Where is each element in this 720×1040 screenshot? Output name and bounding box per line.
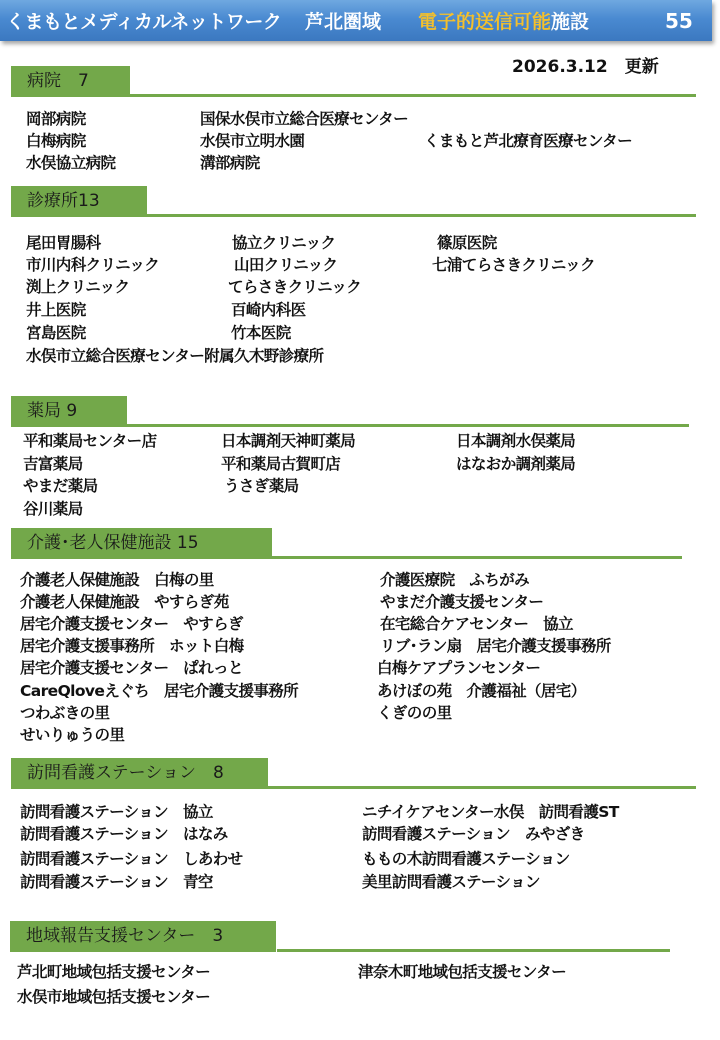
list-item: 水俣市地域包括支援センター — [17, 988, 211, 1006]
list-item: 谷川薬局 — [23, 500, 83, 518]
list-item: 平和薬局古賀町店 — [221, 455, 341, 473]
updated-date: 2026.3.12 更新 — [512, 57, 659, 77]
list-item: 居宅介護支援センター ぱれっと — [20, 659, 243, 677]
list-item: 尾田胃腸科 — [26, 234, 101, 252]
section-label: 介護･老人保健施設 15 — [11, 528, 272, 559]
list-item: 岡部病院 — [26, 110, 86, 128]
list-item: くまもと芦北療育医療センター — [424, 132, 632, 150]
list-item: 水俣市立総合医療センター附属久木野診療所 — [26, 347, 324, 365]
list-item: ももの木訪問看護ステーション — [362, 850, 570, 868]
list-item: 訪問看護ステーション 青空 — [20, 873, 213, 891]
list-item: 日本調剤水俣薬局 — [456, 432, 576, 450]
section-divider — [272, 556, 682, 559]
list-item: 吉富薬局 — [23, 455, 83, 473]
section-divider — [268, 786, 696, 789]
list-item: 介護医療院 ふちがみ — [380, 571, 530, 589]
list-item: 山田クリニック — [234, 256, 338, 274]
list-item: はなおか調剤薬局 — [456, 455, 576, 473]
list-item: 水俣市立明水園 — [200, 132, 305, 150]
list-item: てらさきクリニック — [228, 278, 362, 296]
list-item: 白梅ケアプランセンター — [377, 659, 541, 677]
area-title: 芦北圏域 — [305, 11, 382, 33]
list-item: CareQloveえぐち 居宅介護支援事務所 — [20, 682, 299, 700]
list-item: せいりゅうの里 — [20, 726, 125, 744]
list-item: 竹本医院 — [231, 324, 291, 342]
list-item: 訪問看護ステーション はなみ — [20, 825, 228, 843]
list-item: 介護老人保健施設 白梅の里 — [20, 571, 214, 589]
list-item: 美里訪問看護ステーション — [362, 873, 540, 891]
list-item: 津奈木町地域包括支援センター — [358, 963, 566, 981]
facility-heading — [418, 7, 589, 34]
list-item: 白梅病院 — [26, 132, 86, 150]
title-bar — [0, 0, 712, 41]
list-item: 平和薬局センター店 — [23, 432, 157, 450]
section-label: 訪問看護ステーション 8 — [11, 758, 268, 789]
list-item: 芦北町地域包括支援センター — [17, 963, 211, 981]
list-item: うさぎ薬局 — [224, 477, 299, 495]
list-item: 宮島医院 — [26, 324, 86, 342]
list-item: 訪問看護ステーション しあわせ — [20, 850, 243, 868]
list-item: 居宅介護支援センター やすらぎ — [20, 615, 243, 633]
list-item: 百崎内科医 — [231, 301, 306, 319]
list-item: 七浦てらさきクリニック — [432, 256, 595, 274]
list-item: リブ･ラン扇 居宅介護支援事務所 — [380, 637, 611, 655]
list-item: 在宅総合ケアセンター 協立 — [380, 615, 573, 633]
section-divider — [127, 424, 689, 427]
facility-suffix: 施設 — [551, 11, 590, 33]
list-item: あけぼの苑 介護福祉（居宅） — [377, 682, 586, 700]
highlight-text: 電子的送信可能 — [418, 11, 552, 33]
section-divider — [277, 949, 670, 952]
list-item: 日本調剤天神町薬局 — [221, 432, 356, 450]
list-item: やまだ薬局 — [23, 477, 98, 495]
list-item: 溝部病院 — [200, 154, 260, 172]
section-divider — [130, 94, 696, 97]
section-label: 薬局 9 — [11, 396, 127, 427]
list-item: 国保水俣市立総合医療センター — [200, 110, 408, 128]
section-divider — [147, 214, 696, 217]
list-item: ニチイケアセンター水俣 訪問看護ST — [362, 803, 619, 821]
network-title: くまもとメディカルネットワーク — [6, 11, 282, 33]
section-label: 病院 7 — [11, 66, 130, 97]
list-item: 訪問看護ステーション 協立 — [20, 803, 213, 821]
list-item: 訪問看護ステーション みやざき — [362, 825, 585, 843]
list-item: 篠原医院 — [437, 234, 497, 252]
list-item: つわぶきの里 — [20, 704, 110, 722]
list-item: 居宅介護支援事務所 ホット白梅 — [20, 637, 244, 655]
list-item: 水俣協立病院 — [26, 154, 116, 172]
list-item: くぎのの里 — [377, 704, 452, 722]
section-label: 地域報告支援センター 3 — [10, 921, 276, 952]
total-count: 55 — [665, 8, 693, 33]
list-item: 協立クリニック — [232, 234, 336, 252]
list-item: 市川内科クリニック — [26, 256, 160, 274]
section-label: 診療所13 — [11, 186, 147, 217]
list-item: 井上医院 — [26, 301, 86, 319]
list-item: 介護老人保健施設 やすらぎ苑 — [20, 593, 229, 611]
list-item: 渕上クリニック — [26, 278, 130, 296]
list-item: やまだ介護支援センター — [380, 593, 544, 611]
